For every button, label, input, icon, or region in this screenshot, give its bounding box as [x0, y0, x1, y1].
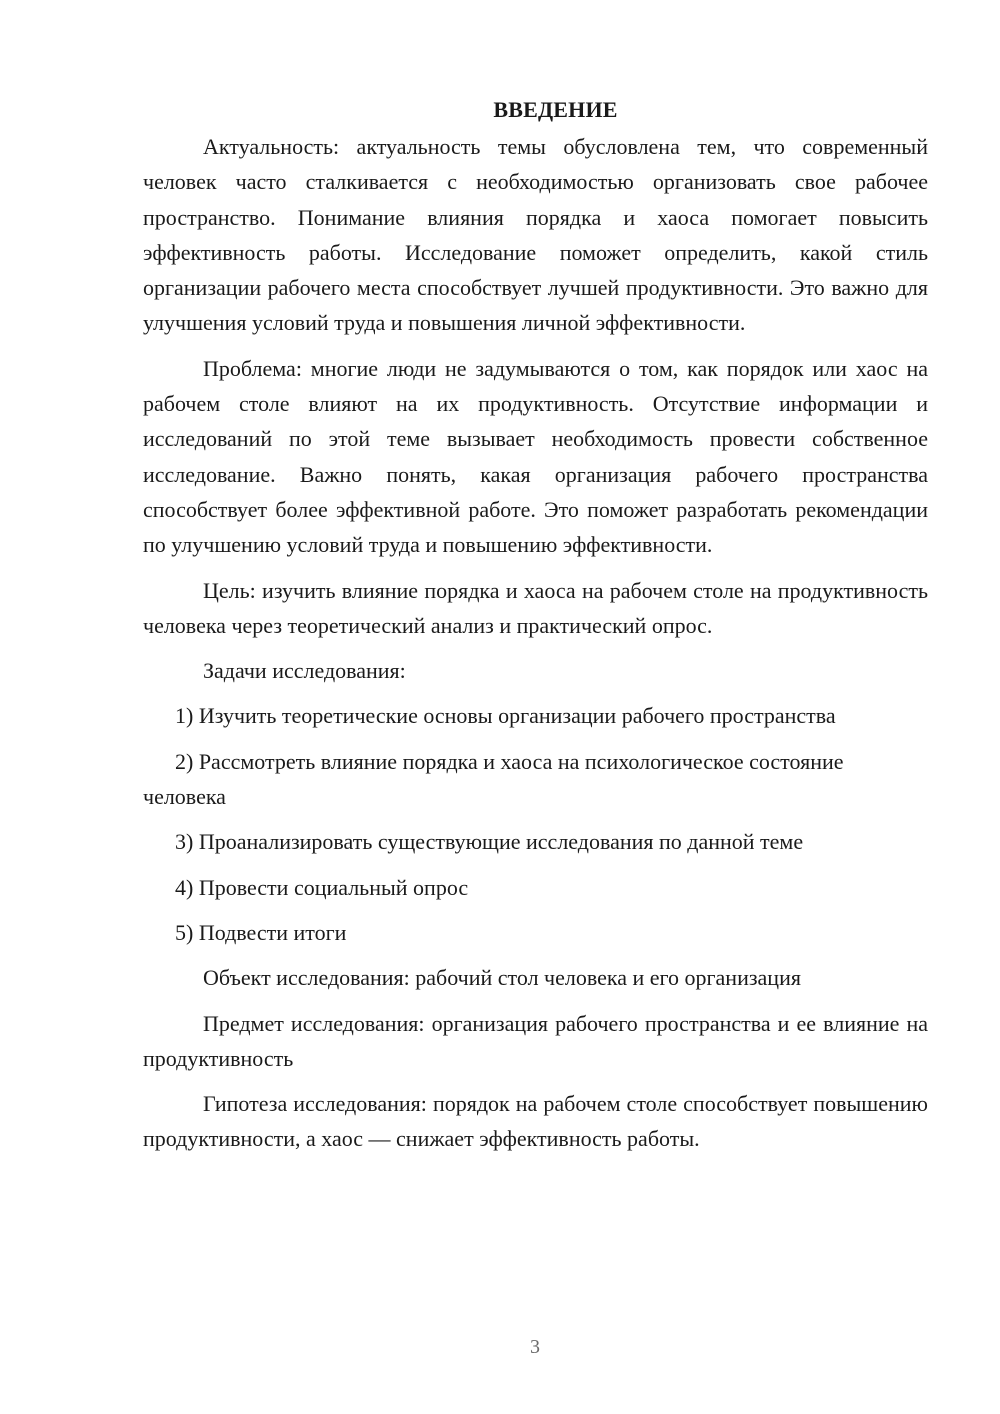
subject-paragraph: Предмет исследования: организация рабочего пространства и ее влияние на продуктивность	[143, 1010, 928, 1071]
object-paragraph: Объект исследования: рабочий стол человека и его организация	[203, 965, 801, 991]
relevance-paragraph: Актуальность: актуальность темы обусловлена тем, что современный человек часто сталкивается с необходимостью организовать свое рабочее пространство. Понимание влияния порядка и хаоса помогает повысить эффективность работы. Исследование поможет определить, какой стиль организации рабочего места способствует лучшей продуктивности. Это важно для улучшения условий труда и повышения личной эффективности.	[143, 134, 928, 336]
task-item-3: 3) Проанализировать существующие исследования по данной теме	[175, 829, 804, 855]
tasks-title: Задачи исследования:	[203, 658, 406, 684]
task-item-1: 1) Изучить теоретические основы организации рабочего пространства	[175, 703, 836, 729]
hypothesis-paragraph: Гипотеза исследования: порядок на рабочем столе способствует повышению продуктивности, а хаос — снижает эффективность работы.	[143, 1091, 928, 1152]
problem-paragraph: Проблема: многие люди не задумываются о том, как порядок или хаос на рабочем столе влияют на их продуктивность. Отсутствие информации и исследований по этой теме вызывает необходимость провести собственное исследование. Важно понять, какая организация рабочего пространства способствует более эффективной работе. Это поможет разработать рекомендации по улучшению условий труда и повышению эффективности.	[143, 355, 928, 558]
task-item-2: 2) Рассмотреть влияние порядка и хаоса на психологическое состояние человека	[143, 748, 844, 810]
task-item-4: 4) Провести социальный опрос	[175, 874, 469, 900]
goal-paragraph: Цель: изучить влияние порядка и хаоса на рабочем столе на продуктивность человека через теоретический анализ и практический опрос.	[143, 577, 928, 638]
page-number: 3	[530, 1336, 540, 1358]
task-item-5: 5) Подвести итоги	[175, 919, 347, 945]
section-heading: ВВЕДЕНИЕ	[493, 97, 618, 122]
